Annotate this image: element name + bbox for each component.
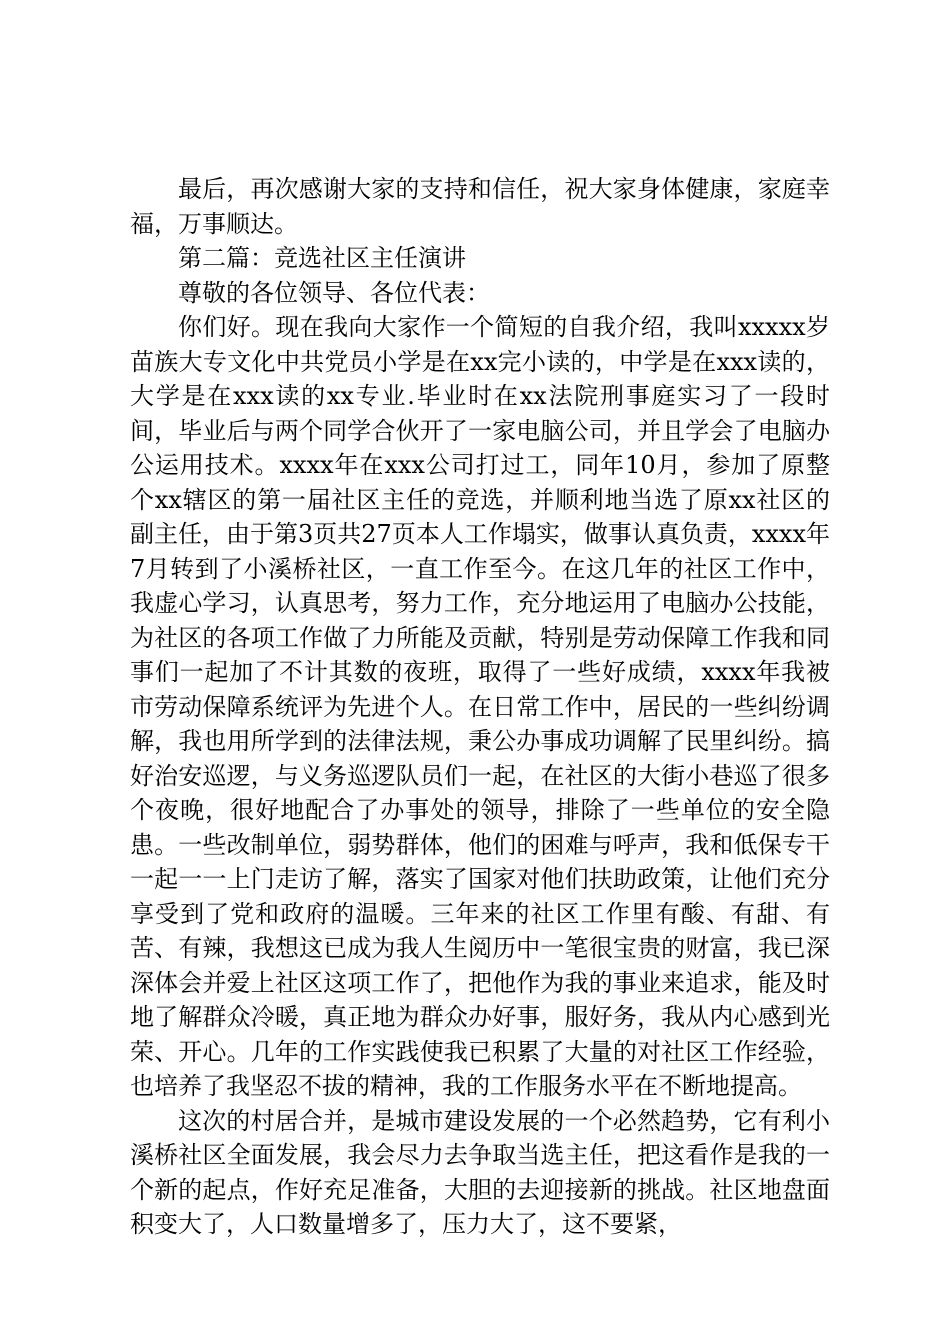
intro-paragraph: 你们好。现在我向大家作一个简短的自我介绍，我叫xxxxx岁苗族大专文化中共党员小学是在xx完小读的，中学是在xxx读的，大学是在xxx读的xx专业.毕业时在xx法院刑事庭实习了一段时间，毕业后与两个同学合伙开了一家电脑公司，并且学会了电脑办公运用技术。xxxx年在xxx公司打过工，同年10月，参加了原整个xx辖区的第一届社区主任的竞选，并顺利地当选了原xx社区的副主任，由于第3页共27页本人工作塌实，做事认真负责，xxxx年7月转到了小溪桥社区，一直工作至今。在这几年的社区工作中，我虚心学习，认真思考，努力工作，充分地运用了电脑办公技能，为社区的各项工作做了力所能及贡献，特别是劳动保障工作我和同事们一起加了不计其数的夜班，取得了一些好成绩，xxxx年我被市劳动保障系统评为先进个人。在日常工作中，居民的一些纠纷调解，我也用所学到的法律法规，秉公办事成功调解了民里纠纷。搞好治安巡逻，与义务巡逻队员们一起，在社区的大街小巷巡了很多个夜晚，很好地配合了办事处的领导，排除了一些单位的安全隐患。一些改制单位，弱势群体，他们的困难与呼声，我和低保专干一起一一上门走访了解，落实了国家对他们扶助政策，让他们充分享受到了党和政府的温暖。三年来的社区工作里有酸、有甜、有苦、有辣，我想这已成为我人生阅历中一笔很宝贵的财富，我已深深体会并爱上社区这项工作了，把他作为我的事业来追求，能及时地了解群众冷暖，真正地为群众办好事，服好务，我从内心感到光荣、开心。几年的工作实践使我已积累了大量的对社区工作经验，也培养了我坚忍不拔的精神，我的工作服务水平在不断地提高。 bbox=[130, 313, 830, 1100]
section-heading: 第二篇：竞选社区主任演讲 bbox=[178, 244, 466, 272]
merger-paragraph: 这次的村居合并，是城市建设发展的一个必然趋势，它有利小溪桥社区全面发展，我会尽力去争取当选主任，把这看作是我的一个新的起点，作好充足准备，大胆的去迎接新的挑战。社区地盘面积变大了，人口数量增多了，压力大了，这不要紧， bbox=[130, 1106, 830, 1238]
salutation: 尊敬的各位领导、各位代表： bbox=[178, 278, 490, 307]
document-body bbox=[130, 172, 830, 1242]
closing-paragraph: 最后，再次感谢大家的支持和信任，祝大家身体健康，家庭幸福，万事顺达。 bbox=[130, 175, 830, 238]
